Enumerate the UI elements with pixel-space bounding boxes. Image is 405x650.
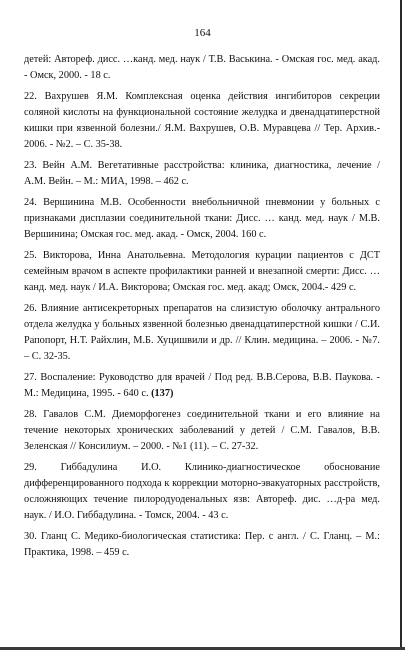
reference-item-25: 25. Викторова, Инна Анатольевна. Методология курации пациентов с ДСТ семейным врачом в аспекте профилактики ранней и внезапной смерти: Дисс. … канд. мед. наук / И.А. Викторова; Омская гос. мед. акад; Омск, 2004.- 429 с. <box>24 250 380 293</box>
reference-item-22: 22. Вахрушев Я.М. Комплексная оценка действия ингибиторов секреции соляной кислоты на функциональной состояние желудка и двенадцатиперстной кишки при язвенной болезни./ Я.М. Вахрушев, О.В. Муравцева // Тер. Архив.- 2006. - №2. – С. 35-38. <box>24 91 380 150</box>
reference-item-23: 23. Вейн А.М. Вегетативные расстройства: клиника, диагностика, лечение / А.М. Вейн. – М.: МИА, 1998. – 462 с. <box>24 160 380 187</box>
reference-item-26: 26. Влияние антисекреторных препаратов на слизистую оболочку антрального отдела желудка у больных язвенной болезнью двенадцатиперстной кишки / С.И. Рапопорт, Н.Т. Райхлин, М.Б. Хуцишвили и др. // Клин. медицина. – 2006. - №7. – С. 32-35. <box>24 303 380 362</box>
reference-27-text: 27. Воспаление: Руководство для врачей / Под ред. В.В.Серова, В.В. Паукова. - М.: Медицина, 1995. - 640 с. <box>24 372 380 399</box>
reference-item-21-continued: детей: Автореф. дисс. …канд. мед. наук / Т.В. Васькина. - Омская гос. мед. акад. - Омск, 2000. - 18 с. <box>24 54 380 81</box>
reference-item-30: 30. Гланц С. Медико-биологическая статистика: Пер. с англ. / С. Гланц. – М.: Практика, 1998. – 459 с. <box>24 531 380 558</box>
reference-list <box>24 52 380 566</box>
page-edge-right <box>400 0 402 650</box>
page-number: 164 <box>194 27 211 39</box>
reference-27-bold-note: (137) <box>148 388 174 399</box>
reference-item-28: 28. Гавалов С.М. Диеморфогенез соединительной ткани и его влияние на течение некоторых хронических заболеваний у детей / С.М. Гавалов, В.В. Зеленская // Консилиум. – 2000. - №1 (11). – С. 27-32. <box>24 409 380 452</box>
reference-item-27 <box>24 370 380 402</box>
reference-item-24: 24. Вершинина М.В. Особенности внебольничной пневмонии у больных с признаками дисплазии соединительной ткани: Дисс. … канд. мед. наук / М.В. Вершинина; Омская гос. мед. акад. - Омск, 2004. 160 с. <box>24 197 380 240</box>
reference-item-29: 29. Гиббадулина И.О. Клинико-диагностическое обоснование дифференцированного подхода к коррекции моторно-эвакуаторных расстройств, осложняющих течение пилородуоденальных язв: Автореф. дис. …д-ра мед. наук. / И.О. Гиббадулина. - Томск, 2004. - 43 с. <box>24 462 380 521</box>
